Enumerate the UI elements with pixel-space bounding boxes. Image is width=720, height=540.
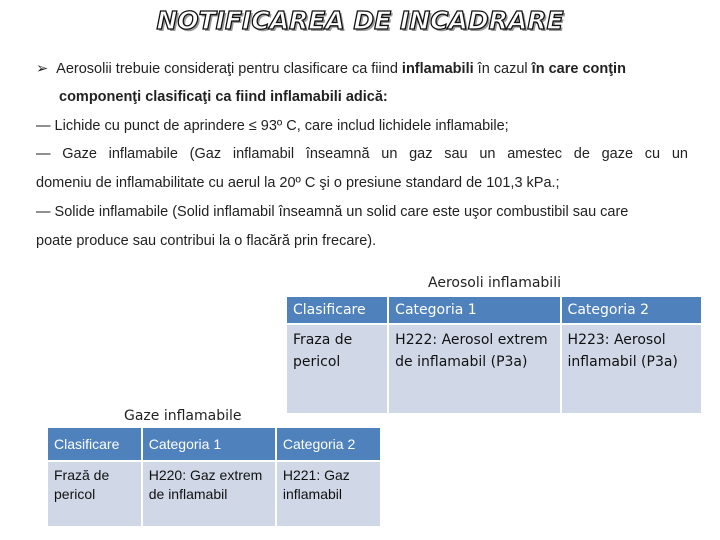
header-cell: Categoria 1 — [143, 428, 275, 460]
page-title: NOTIFICAREA DE INCADRARE — [156, 6, 564, 35]
item-line: — Solide inflamabile (Solid inflamabil înseamnă un solid care este uşor combustibil sau care — [36, 204, 629, 220]
cell: H223: Aerosol inflamabil (P3a) — [562, 325, 701, 413]
cell: H221: Gaz inflamabil — [277, 462, 380, 526]
header-cell: Categoria 2 — [277, 428, 380, 460]
table-row — [287, 325, 701, 413]
arrow-bullet-icon: ➢ — [36, 61, 49, 77]
cell: Frază de pericol — [48, 462, 141, 526]
table-header-row — [287, 297, 701, 323]
bold-text: inflamabili — [401, 61, 474, 77]
bullet-line-2: componenţi clasificaţi ca fiind inflamabili adică: — [59, 89, 388, 105]
cell: H220: Gaz extrem de inflamabil — [143, 462, 275, 526]
item-line: poate produce sau contribui la o flacără prin frecare). — [36, 233, 377, 249]
item-line: — Lichide cu punct de aprindere ≤ 93º C, care includ lichidele inflamabile; — [36, 118, 509, 134]
item-line: domeniu de inflamabilitate cu aerul la 20º C şi o presiune standard de 101,3 kPa.; — [36, 175, 560, 191]
table-header-row — [48, 428, 380, 460]
cell: H222: Aerosol extrem de inflamabil (P3a) — [389, 325, 559, 413]
gas-table — [46, 426, 382, 528]
text: Aerosolii trebuie consideraţi pentru clasificare ca fiind — [56, 61, 402, 77]
header-cell: Clasificare — [48, 428, 141, 460]
text: în cazul — [473, 61, 532, 77]
cell: Fraza de pericol — [287, 325, 387, 413]
aerosol-table — [285, 295, 703, 415]
header-cell: Categoria 1 — [389, 297, 559, 323]
gas-table-caption: Gaze inflamabile — [121, 408, 245, 424]
header-cell: Clasificare — [287, 297, 387, 323]
header-cell: Categoria 2 — [562, 297, 701, 323]
table-row — [48, 462, 380, 526]
bullet-line-1 — [36, 60, 626, 79]
item-line: — Gaze inflamabile (Gaz inflamabil înseamnă un gaz sau un amestec de gaze cu un — [36, 146, 688, 162]
aerosol-table-caption: Aerosoli inflamabili — [428, 275, 561, 291]
bold-text: în care conţin — [531, 61, 626, 77]
